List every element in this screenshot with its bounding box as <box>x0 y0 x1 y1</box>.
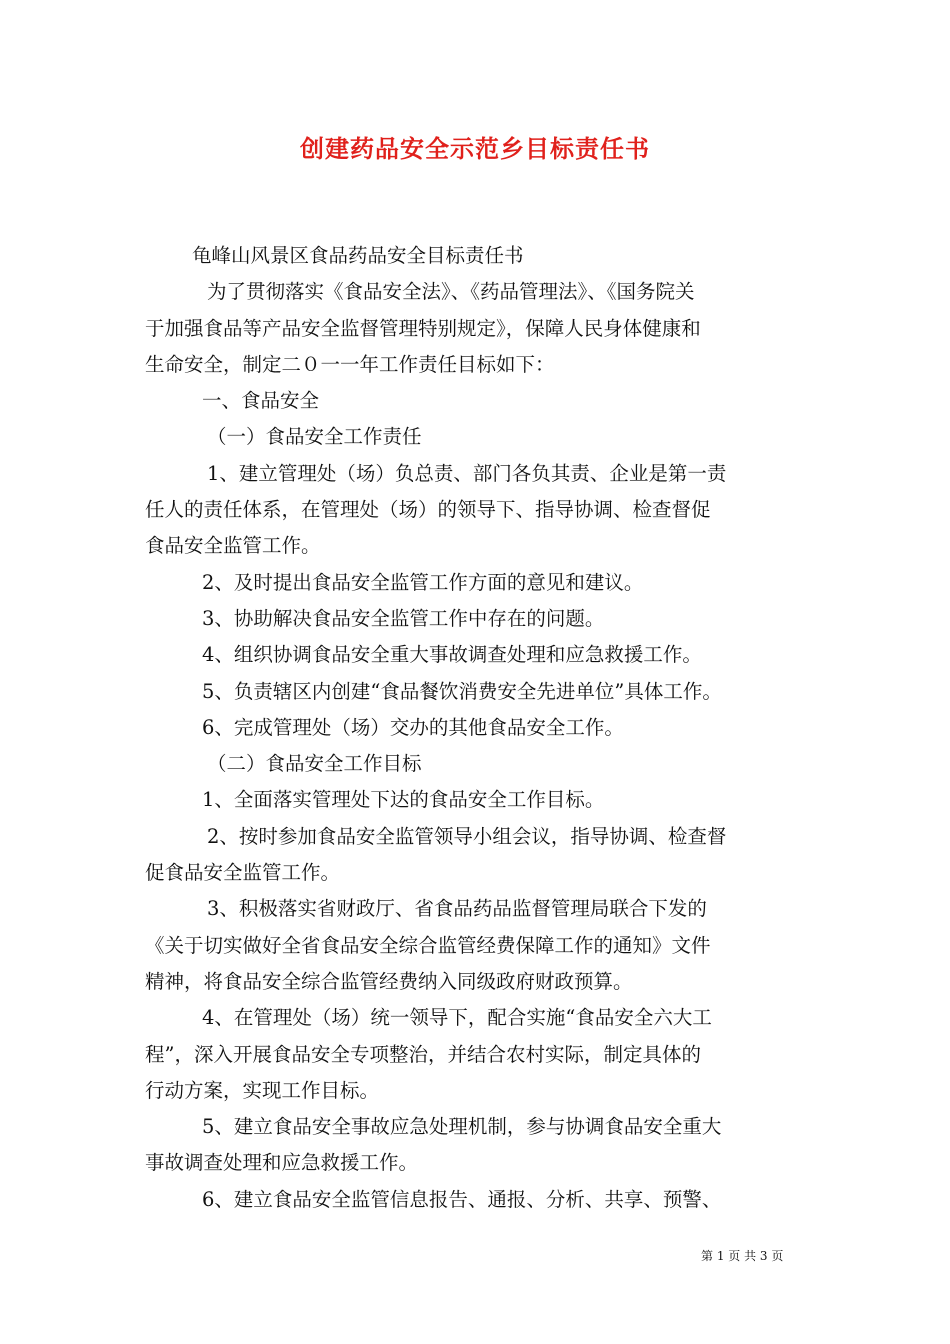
paragraph-line: 6、建立食品安全监管信息报告、通报、分析、共享、预警、 <box>202 1187 722 1211</box>
paragraph-line: 《关于切实做好全省食品安全综合监管经费保障工作的通知》文件 <box>145 933 711 957</box>
subtitle-line: 龟峰山风景区食品药品安全目标责任书 <box>192 244 524 267</box>
paragraph-line: 1、全面落实管理处下达的食品安全工作目标。 <box>202 788 605 812</box>
paragraph-line: 食品安全监管工作。 <box>145 534 321 558</box>
paragraph-line: 4、组织协调食品安全重大事故调查处理和应急救援工作。 <box>202 643 702 667</box>
document-body <box>145 238 805 1218</box>
paragraph-line: 行动方案，实现工作目标。 <box>145 1078 380 1102</box>
paragraph-line: 精神，将食品安全综合监管经费纳入同级政府财政预算。 <box>145 969 633 993</box>
paragraph-line: 生命安全，制定二０一一年工作责任目标如下： <box>145 352 555 376</box>
paragraph-line: 于加强食品等产品安全监督管理特别规定》，保障人民身体健康和 <box>145 316 701 340</box>
paragraph-line: 5、负责辖区内创建“食品餐饮消费安全先进单位”具体工作。 <box>202 679 722 703</box>
paragraph-line: 促食品安全监管工作。 <box>145 861 341 885</box>
page-number: 第 1 页 共 3 页 <box>701 1249 784 1263</box>
subsection-heading: （二）食品安全工作目标 <box>207 752 422 776</box>
paragraph-line: 程”，深入开展食品安全专项整治，并结合农村实际，制定具体的 <box>145 1042 701 1066</box>
subsection-heading: （一）食品安全工作责任 <box>207 425 422 449</box>
paragraph-line: 3、积极落实省财政厅、省食品药品监督管理局联合下发的 <box>207 897 707 921</box>
paragraph-line: 4、在管理处（场）统一领导下，配合实施“食品安全六大工 <box>202 1006 712 1030</box>
paragraph-line: 5、建立食品安全事故应急处理机制，参与协调食品安全重大 <box>202 1115 722 1139</box>
section-heading: 一、食品安全 <box>202 389 320 413</box>
document-title: 创建药品安全示范乡目标责任书 <box>300 134 650 163</box>
paragraph-line: 3、协助解决食品安全监管工作中存在的问题。 <box>202 606 605 630</box>
paragraph-line: 6、完成管理处（场）交办的其他食品安全工作。 <box>202 715 624 739</box>
paragraph-line: 事故调查处理和应急救援工作。 <box>145 1151 419 1175</box>
paragraph-line: 2、按时参加食品安全监管领导小组会议，指导协调、检查督 <box>207 824 727 848</box>
paragraph-line: 1、建立管理处（场）负总责、部门各负其责、企业是第一责 <box>207 461 727 485</box>
paragraph-line: 2、及时提出食品安全监管工作方面的意见和建议。 <box>202 570 644 594</box>
paragraph-line: 任人的责任体系，在管理处（场）的领导下、指导协调、检查督促 <box>145 498 711 522</box>
paragraph-line: 为了贯彻落实《食品安全法》、《药品管理法》、《国务院关 <box>207 280 695 304</box>
